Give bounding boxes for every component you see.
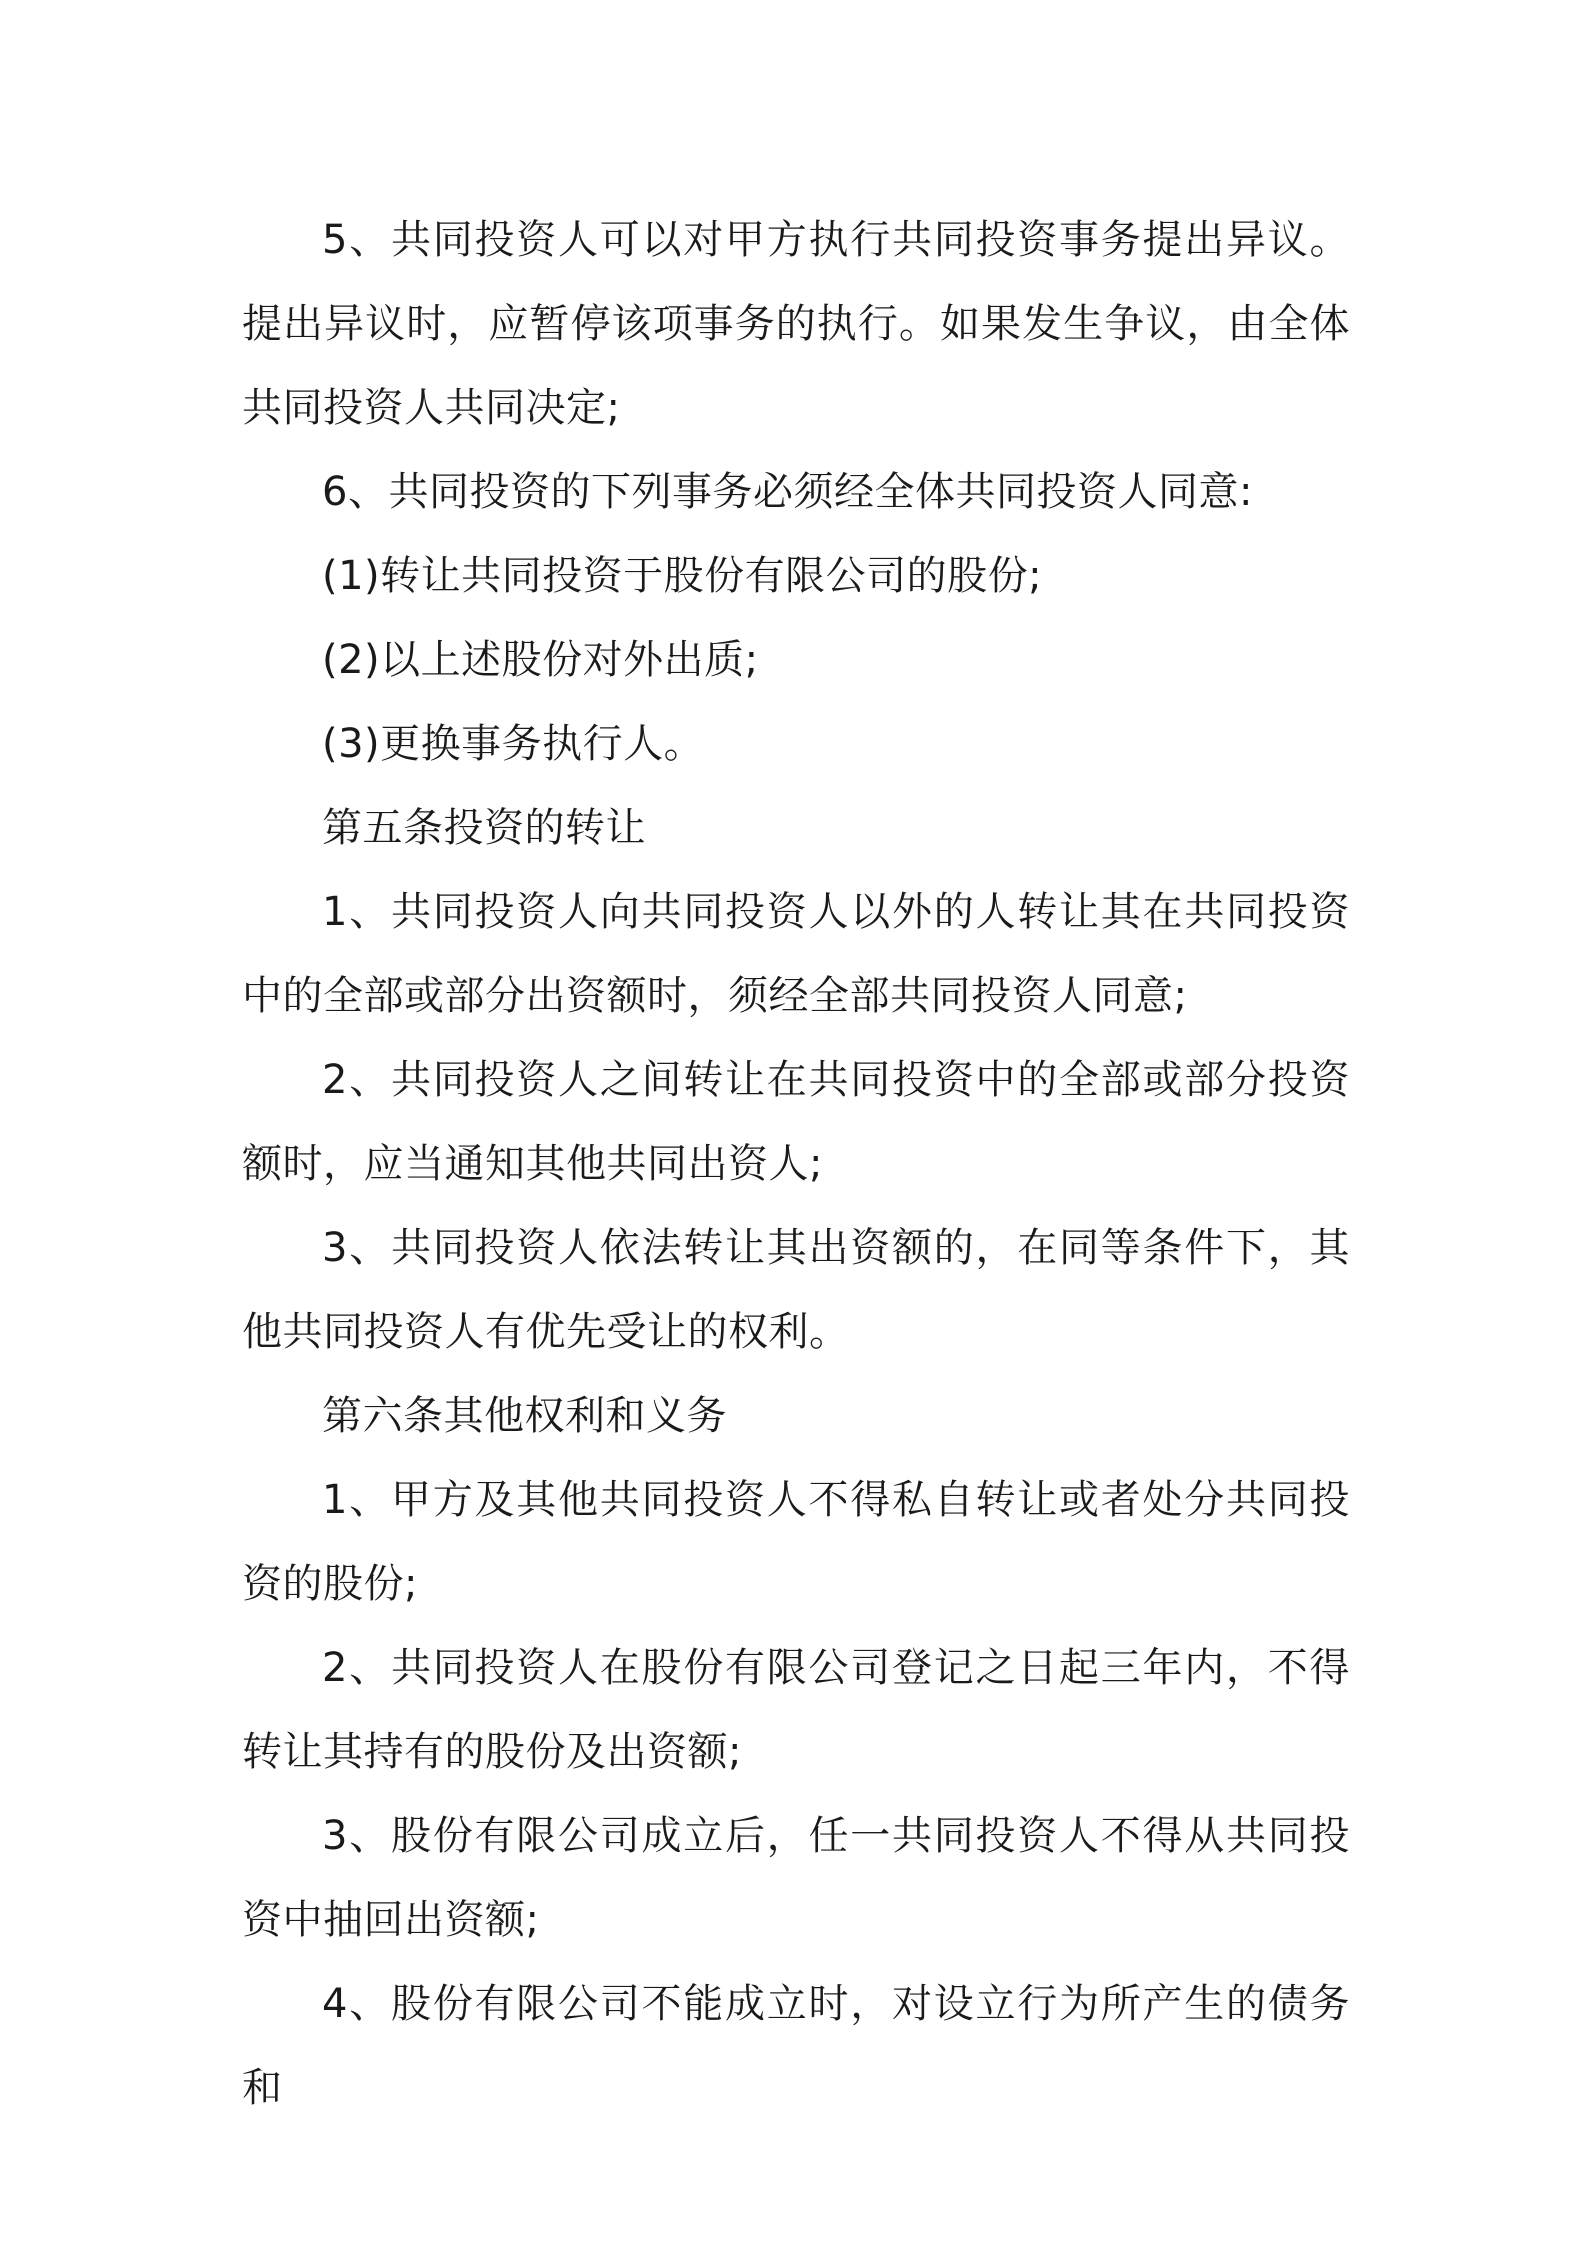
paragraph-transfer-2: 2、共同投资人之间转让在共同投资中的全部或部分投资额时，应当通知其他共同出资人;	[242, 1057, 1350, 1187]
paragraph-rights-3: 3、股份有限公司成立后，任一共同投资人不得从共同投资中抽回出资额;	[242, 1813, 1350, 1943]
section-heading-article-5: 第五条投资的转让	[322, 805, 646, 851]
section-heading-article-6: 第六条其他权利和义务	[322, 1393, 727, 1439]
list-item-2: (2)以上述股份对外出质;	[322, 637, 759, 683]
paragraph-transfer-3: 3、共同投资人依法转让其出资额的，在同等条件下，其他共同投资人有优先受让的权利。	[242, 1225, 1350, 1355]
list-item-3: (3)更换事务执行人。	[322, 721, 705, 767]
paragraph-rights-2: 2、共同投资人在股份有限公司登记之日起三年内，不得转让其持有的股份及出资额;	[242, 1645, 1350, 1775]
paragraph-clause-5: 5、共同投资人可以对甲方执行共同投资事务提出异议。提出异议时，应暂停该项事务的执行。如果发生争议，由全体共同投资人共同决定;	[242, 217, 1350, 431]
paragraph-rights-1: 1、甲方及其他共同投资人不得私自转让或者处分共同投资的股份;	[242, 1477, 1350, 1607]
paragraph-rights-4: 4、股份有限公司不能成立时，对设立行为所产生的债务和	[242, 1981, 1350, 2111]
paragraph-clause-6: 6、共同投资的下列事务必须经全体共同投资人同意:	[322, 469, 1253, 515]
paragraph-transfer-1: 1、共同投资人向共同投资人以外的人转让其在共同投资中的全部或部分出资额时，须经全部共同投资人同意;	[242, 889, 1350, 1019]
document-body	[242, 198, 1350, 2130]
list-item-1: (1)转让共同投资于股份有限公司的股份;	[322, 553, 1043, 599]
